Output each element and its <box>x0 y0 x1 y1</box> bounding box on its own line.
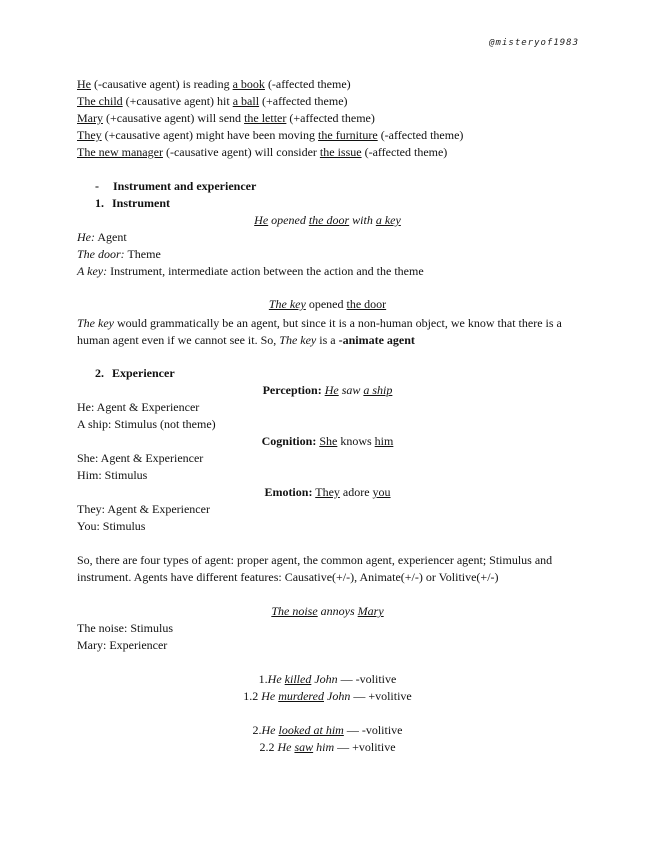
volitive-example: 1.He killed John — -volitive <box>258 672 397 686</box>
role-line: He: Agent <box>77 230 127 244</box>
role-line: He: Agent & Experiencer <box>77 400 200 414</box>
role-line: A key: Instrument, intermediate action between the action and the theme <box>77 264 424 278</box>
role-line: The noise: Stimulus <box>77 621 173 635</box>
instrument-example: He opened the door with a key <box>254 213 401 227</box>
role-line: They: Agent & Experiencer <box>77 502 210 516</box>
instrument-heading: 1. Instrument <box>95 196 171 210</box>
agent-line: Mary (+causative agent) will send the letter (+affected theme) <box>77 111 375 125</box>
role-line: She: Agent & Experiencer <box>77 451 204 465</box>
agent-line: The new manager (-causative agent) will consider the issue (-affected theme) <box>77 145 448 159</box>
section-heading: - Instrument and experiencer <box>95 179 257 193</box>
agent-line: He (-causative agent) is reading a book (-affected theme) <box>77 77 351 91</box>
role-line: Mary: Experiencer <box>77 638 168 652</box>
volitive-example: 1.2 He murdered John — +volitive <box>243 689 412 703</box>
volitive-example: 2.2 He saw him — +volitive <box>259 740 396 754</box>
volitive-example: 2.He looked at him — -volitive <box>252 723 403 737</box>
role-line: You: Stimulus <box>77 519 146 533</box>
noise-example: The noise annoys Mary <box>271 604 384 618</box>
role-line: A ship: Stimulus (not theme) <box>77 417 216 431</box>
emotion-example: Emotion: They adore you <box>264 485 391 499</box>
instrument-example-2: The key opened the door <box>268 297 387 311</box>
role-line: The door: Theme <box>77 247 161 261</box>
role-line: Him: Stimulus <box>77 468 148 482</box>
experiencer-heading: 2. Experiencer <box>95 366 175 380</box>
agent-line: They (+causative agent) might have been moving the furniture (-affected theme) <box>77 128 464 142</box>
agent-line: The child (+causative agent) hit a ball (+affected theme) <box>77 94 348 108</box>
cognition-example: Cognition: She knows him <box>261 434 394 448</box>
watermark: @misteryof1983 <box>489 38 579 48</box>
instrument-paragraph: The key would grammatically be an agent, but since it is a non-human object, we know that there is a human agent even if we cannot see it. So, The key is a -animate agent <box>77 316 562 347</box>
summary-paragraph: So, there are four types of agent: proper agent, the common agent, experiencer agent; Stimulus and instrument. Agents have different features: Causative(+/-), Animate(+/-) or Volitive(+/-) <box>77 553 553 584</box>
perception-example: Perception: He saw a ship <box>262 383 393 397</box>
